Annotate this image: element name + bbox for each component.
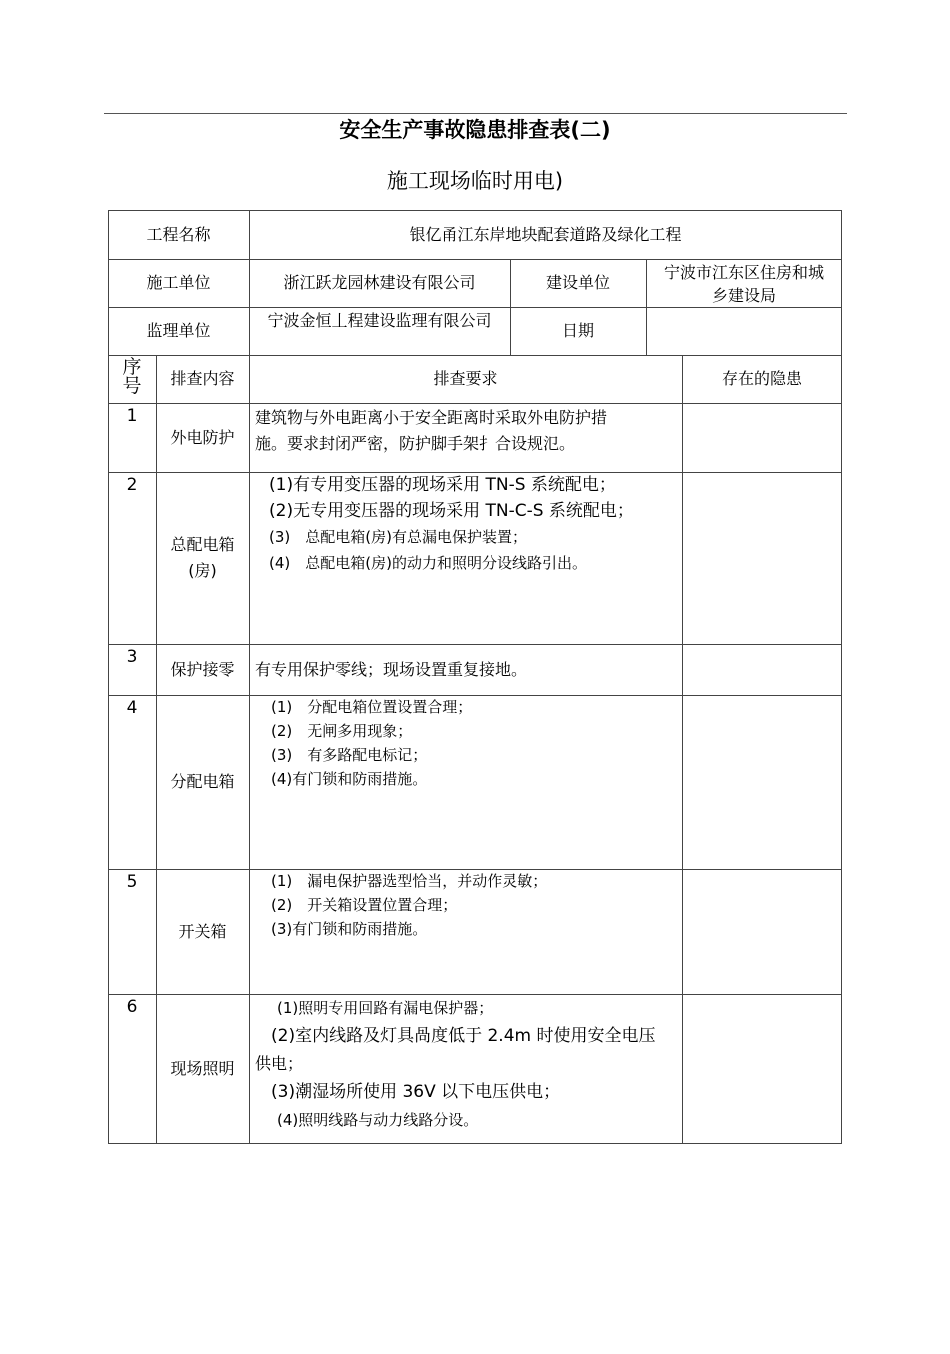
row-4-content: 分配电箱 <box>170 772 235 791</box>
row-1-content: 外电防护 <box>170 427 235 447</box>
row-1-requirement: 建筑物与外电距离小于安全距离时采取外电防护措 施。要求封闭严密，防护脚手架扌合设规氾。 <box>255 408 608 453</box>
builder-value: 浙江跃龙园林建设有限公司 <box>283 273 476 292</box>
row-2-requirement: (1)有专用变压器的现场采用 TN-S 系统配电； (2)无专用变压器的现场采用 TN-C-S 系统配电； (3) 总配电箱(房)有总漏电保护装置； (4) 总配电箱(房)的动力和照明分设线路引出。 <box>269 475 634 572</box>
row-3-requirement: 有专用保护零线；现场设置重复接地。 <box>255 659 528 679</box>
row-5-hazard[interactable] <box>682 869 842 994</box>
row-5-content: 开关箱 <box>178 921 227 941</box>
column-seq: 序 号 <box>122 356 142 397</box>
builder-label: 施工单位 <box>146 273 211 292</box>
page-subtitle: 施工现场临时用电) <box>386 169 564 193</box>
supervisor-value: 宁波金恒丄程建设监理有限公司 <box>267 311 492 330</box>
page-title: 安全生产事故隐患排查表(二) <box>339 118 611 142</box>
row-5-requirement: (1) 漏电保护器选型恰当，并动作灵敏； (2) 开关箱设置位置合理； (3)有门锁和防雨措施。 <box>271 872 548 938</box>
column-content: 排查内容 <box>170 369 235 388</box>
column-hazard: 存在的隐患 <box>721 369 802 388</box>
column-requirement: 排查要求 <box>433 369 498 388</box>
owner-label: 建设单位 <box>545 273 610 292</box>
row-6-content: 现场照明 <box>170 1059 235 1078</box>
row-4-hazard[interactable] <box>682 695 842 869</box>
row-6-hazard[interactable] <box>682 994 842 1144</box>
row-2-content: 总配电箱 (房) <box>170 535 235 580</box>
row-3-hazard[interactable] <box>682 644 842 695</box>
date-value <box>646 307 842 355</box>
project-name-value: 银亿甬江东岸地块配套道路及绿化工程 <box>409 224 682 244</box>
row-3-content: 保护接零 <box>170 659 235 679</box>
supervisor-label: 监理单位 <box>146 321 211 340</box>
owner-value: 宁波市江东区住房和城 乡建设局 <box>663 263 824 305</box>
row-1-hazard[interactable] <box>682 403 842 472</box>
row-4-seq: 4 <box>126 698 138 718</box>
row-6-seq: 6 <box>126 997 138 1017</box>
row-5-seq: 5 <box>126 872 138 892</box>
row-6-requirement: (1)照明专用回路有漏电保护器； (2)室内线路及灯具咼度低于 2.4m 时使用安全电压 供电； (3)潮湿场所使用 36V 以下电压供电； (4)照明线路与动力线路分设。 <box>255 999 656 1129</box>
row-1-seq: 1 <box>126 406 138 426</box>
date-label: 日期 <box>561 321 594 340</box>
row-4-requirement: (1) 分配电箱位置设置合理； (2) 无闸多用现象； (3) 有多路配电标记； (4)有门锁和防雨措施。 <box>271 698 473 788</box>
row-2-hazard[interactable] <box>682 472 842 644</box>
row-2-seq: 2 <box>126 475 138 495</box>
row-3-seq: 3 <box>126 647 138 667</box>
project-name-label: 工程名称 <box>146 224 211 244</box>
